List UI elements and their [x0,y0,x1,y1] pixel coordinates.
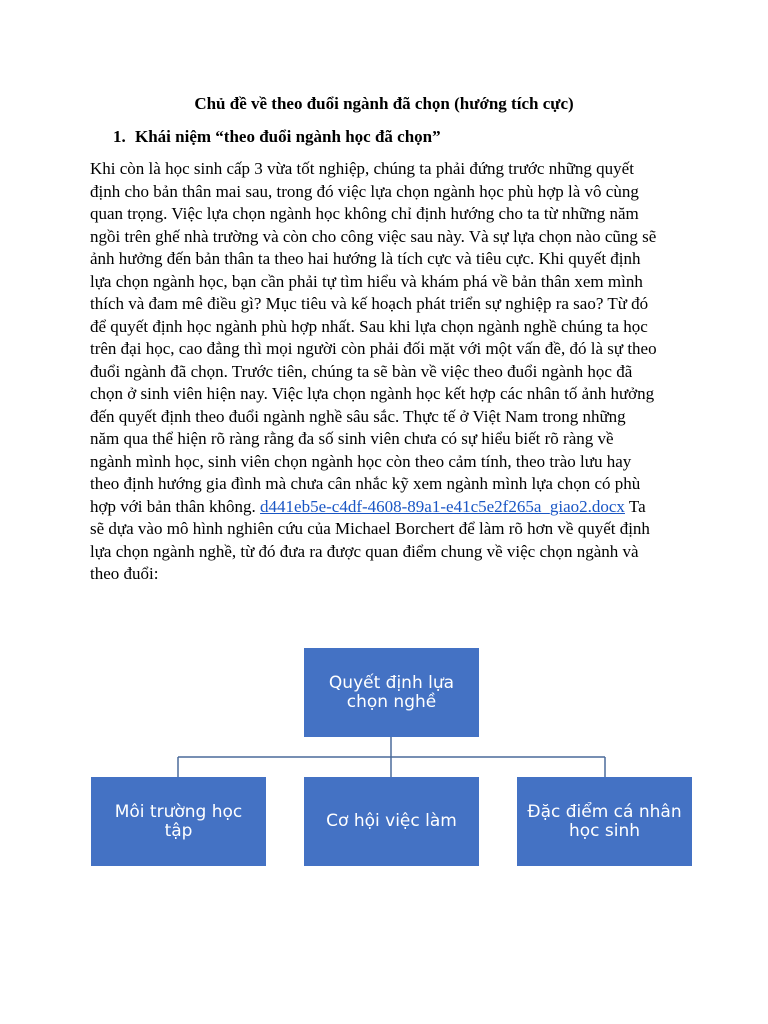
diagram-root-label: Quyết định lựa chọn nghề [328,672,455,712]
paragraph-line: ảnh hưởng đến bản thân ta theo hai hướng là tích cực và tiêu cực. Khi quyết định [90,249,641,268]
paragraph-line: ngồi trên ghế nhà trường và còn cho công việc sau này. Và sự lựa chọn nào cũng sẽ [90,226,657,246]
paragraph-line: đến quyết định theo đuổi ngành nghề sâu sắc. Thực tế ở Việt Nam trong những [90,406,626,426]
paragraph-line: định cho bản thân mai sau, trong đó việc lựa chọn ngành học phù hợp là vô cùng [90,181,639,201]
paragraph-line: thích và đam mê điều gì? Mục tiêu và kế hoạch phát triển sự nghiệp ra sao? Từ đó [90,294,649,313]
body-paragraph [90,158,690,586]
paragraph-line: lựa chọn ngành nghề, từ đó đưa ra được quan điểm chung về việc chọn ngành và [90,541,639,561]
diagram-child-box [304,777,479,866]
document-title: Chủ đề về theo đuổi ngành đã chọn (hướng tích cực) [194,94,574,113]
paragraph-line: để quyết định học ngành phù hợp nhất. Sau khi lựa chọn ngành nghề chúng ta học [90,316,648,336]
paragraph-line: lựa chọn ngành học, bạn cần phải tự tìm hiểu và khám phá về bản thân xem mình [90,271,643,291]
section-heading-text: Khái niệm “theo đuổi ngành học đã chọn” [135,127,441,146]
paragraph-line: năm qua thể hiện rõ ràng rằng đa số sinh viên chưa có sự hiểu biết rõ ràng về [90,429,614,448]
section-number: 1. [113,127,126,146]
paragraph-line: đuổi ngành đã chọn. Trước tiên, chúng ta sẽ bàn về việc theo đuổi ngành học đã [90,361,633,381]
paragraph-line: ngành mình học, sinh viên chọn ngành học còn theo cảm tính, theo trào lưu hay [90,451,632,471]
diagram-child-label: Đặc điểm cá nhân học sinh [527,801,682,841]
paragraph-line: Khi còn là học sinh cấp 3 vừa tốt nghiệp, chúng ta phải đứng trước những quyết [90,159,634,178]
link-line-prefix: hợp với bản thân không. [90,496,261,516]
link-line-suffix: Ta [624,496,646,516]
diagram-child-label: Cơ hội việc làm [326,811,457,831]
paragraph-line: quan trọng. Việc lựa chọn ngành học không chỉ định hướng cho ta từ những năm [90,204,639,223]
paragraph-line: theo đuổi: [90,564,159,583]
document-link[interactable]: d441eb5e-c4df-4608-89a1-e41c5e2f265a_giao2.docx [260,496,625,516]
section-heading [113,126,441,148]
paragraph-line: chọn ở sinh viên hiện nay. Việc lựa chọn ngành học kết hợp các nhân tố ảnh hưởng [90,384,655,403]
paragraph-line: sẽ dựa vào mô hình nghiên cứu của Michael Borchert để làm rõ hơn về quyết định [90,519,650,538]
diagram-root-box [304,648,479,737]
paragraph-line: theo định hướng gia đình mà chưa cân nhắc kỹ xem ngành mình lựa chọn có phù [90,474,641,493]
diagram-child-box [91,777,266,866]
diagram-child-box [517,777,692,866]
paragraph-line: trên đại học, cao đẳng thì mọi người còn phải đối mặt với một vấn đề, đó là sự theo [90,339,657,358]
diagram-child-label: Môi trường học tập [114,801,243,841]
paragraph-line-with-link [90,496,690,519]
